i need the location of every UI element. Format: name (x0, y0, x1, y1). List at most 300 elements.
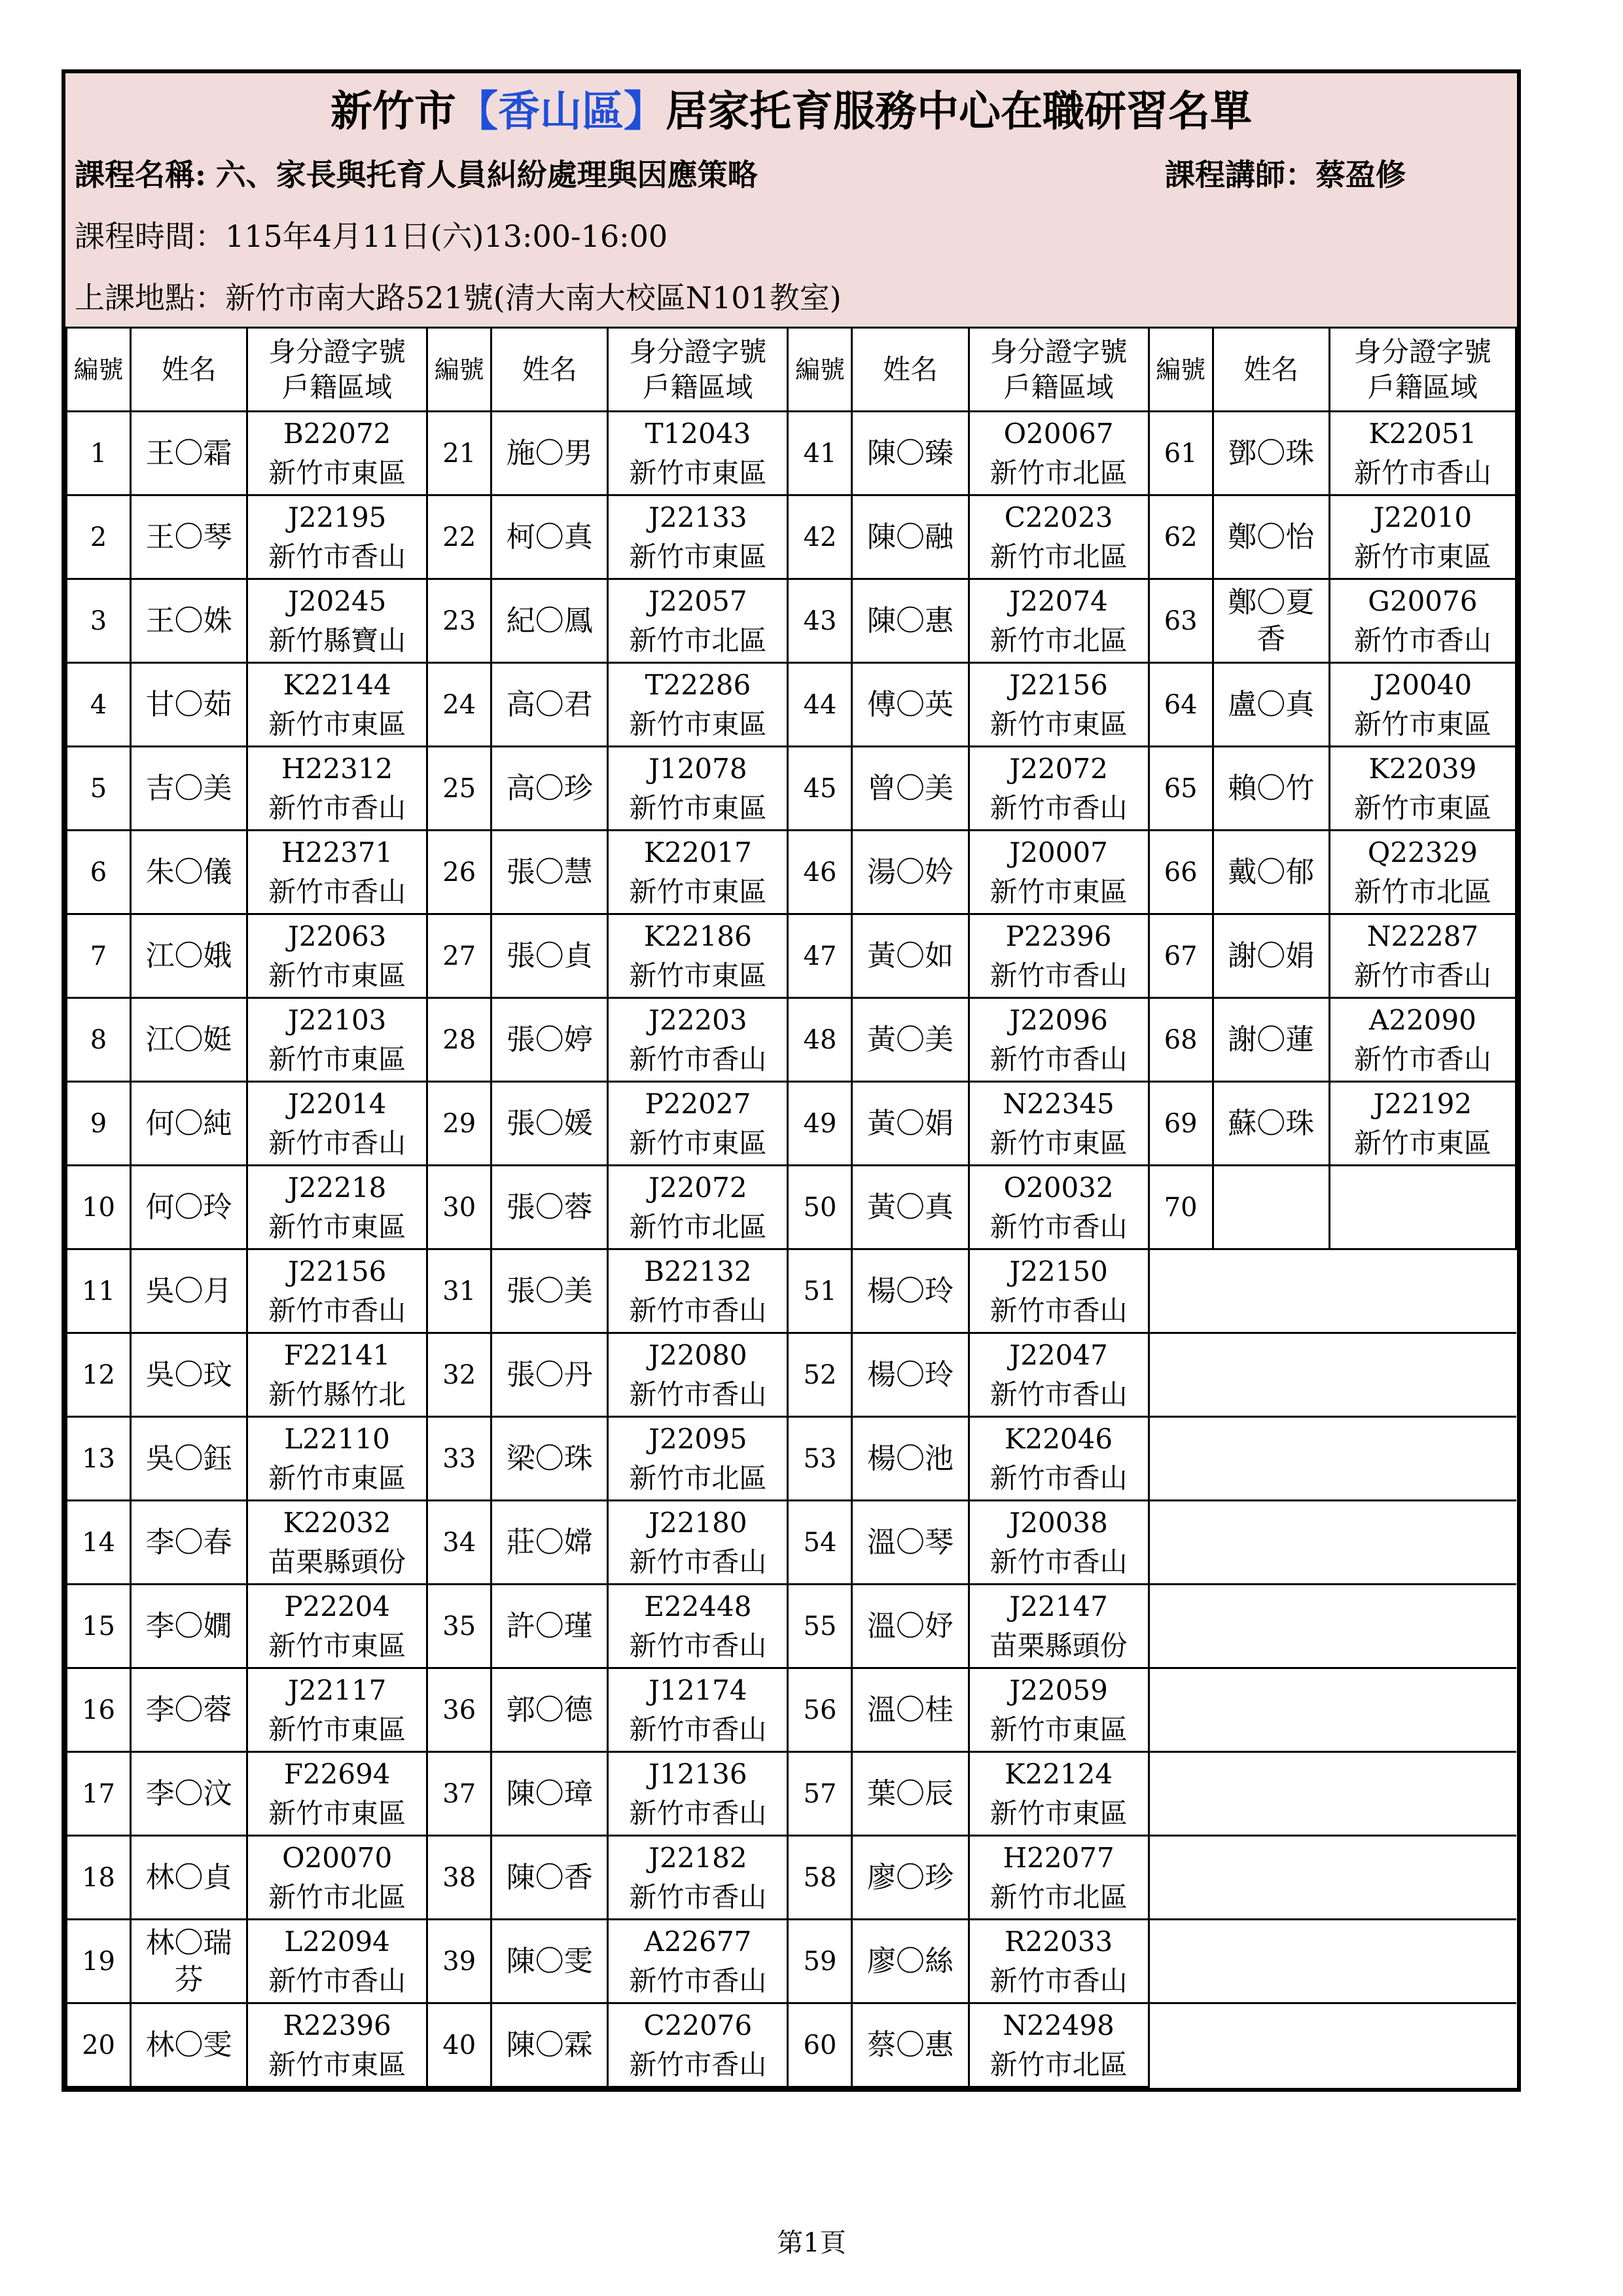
record-area: 新竹市東區 (268, 1462, 406, 1494)
record-area: 新竹市東區 (268, 1713, 406, 1746)
page-title (65, 73, 1517, 142)
record-name: 高〇君 (491, 663, 608, 747)
title-suffix: 居家托育服務中心在職研習名單 (666, 86, 1252, 136)
record-area: 新竹市北區 (268, 1880, 406, 1913)
record-id: T12043 (645, 417, 751, 450)
record-id-area (247, 747, 427, 831)
record-name: 黃〇美 (852, 998, 969, 1082)
record-name: 吳〇月 (131, 1249, 247, 1333)
record-area: 新竹市香山 (268, 875, 406, 908)
record-name: 江〇娥 (131, 914, 247, 998)
record-name: 廖〇絲 (852, 1920, 969, 2003)
record-id-area (608, 1668, 788, 1752)
record-id-area (247, 914, 427, 998)
record-area: 新竹市香山 (629, 1880, 767, 1913)
record-name: 溫〇桂 (852, 1668, 969, 1752)
record-name: 陳〇璋 (491, 1752, 608, 1836)
title-district: 【香山區】 (456, 86, 666, 136)
course-name: 六、家長與托育人員糾紛處理與因應策略 (215, 157, 758, 192)
record-area: 新竹市北區 (990, 2048, 1128, 2081)
record-number: 31 (427, 1249, 491, 1333)
record-name: 蘇〇珠 (1213, 1082, 1329, 1166)
record-number: 35 (427, 1585, 491, 1668)
course-name-label: 課程名稱: (75, 157, 206, 192)
course-row (65, 142, 1517, 204)
table-row (67, 1585, 1516, 1668)
empty-cell (1149, 1668, 1516, 1752)
record-id: Q22329 (1367, 836, 1478, 869)
record-id-area (608, 1333, 788, 1417)
record-id-area (1329, 495, 1516, 579)
column-header-id (608, 328, 788, 412)
record-number: 25 (427, 747, 491, 831)
record-id: T22286 (645, 668, 751, 701)
record-area: 新竹市北區 (990, 624, 1128, 656)
empty-cell (1149, 1920, 1516, 2003)
record-id-area (1329, 998, 1516, 1082)
record-id-area (608, 831, 788, 914)
record-id: J22103 (287, 1003, 387, 1036)
column-header-id-line1: 身分證字號 (990, 335, 1128, 368)
record-name: 溫〇妤 (852, 1585, 969, 1668)
record-number: 62 (1149, 495, 1213, 579)
table-row (67, 914, 1516, 998)
record-name: 蔡〇惠 (852, 2003, 969, 2087)
record-id: C22076 (643, 2009, 753, 2041)
record-id-area (247, 1920, 427, 2003)
record-number: 4 (67, 663, 131, 747)
record-id-area (608, 579, 788, 663)
record-id-area (608, 1920, 788, 2003)
record-area: 新竹市東區 (1353, 791, 1491, 824)
record-id: J22010 (1373, 501, 1472, 533)
column-header-id (247, 328, 427, 412)
record-name: 謝〇娟 (1213, 914, 1329, 998)
record-id-area (247, 1668, 427, 1752)
column-header-name: 姓名 (1213, 328, 1329, 412)
record-id: F22141 (283, 1338, 391, 1371)
record-number: 24 (427, 663, 491, 747)
record-area: 新竹市北區 (990, 456, 1128, 489)
record-id: B22132 (644, 1255, 752, 1287)
table-row (67, 1668, 1516, 1752)
record-area: 新竹市東區 (268, 708, 406, 740)
record-number: 43 (788, 579, 852, 663)
record-name: 李〇汶 (131, 1752, 247, 1836)
record-area: 新竹市東區 (629, 456, 767, 489)
record-name: 廖〇珍 (852, 1836, 969, 1920)
record-area: 新竹市香山 (629, 1545, 767, 1578)
record-id-area (247, 1836, 427, 1920)
record-name: 張〇蓉 (491, 1166, 608, 1249)
column-header-name: 姓名 (131, 328, 247, 412)
record-name: 柯〇真 (491, 495, 608, 579)
record-area: 新竹市東區 (1353, 540, 1491, 573)
table-header-row (67, 328, 1516, 412)
record-number: 10 (67, 1166, 131, 1249)
record-name: 李〇春 (131, 1501, 247, 1585)
record-number: 28 (427, 998, 491, 1082)
record-name: 鄭〇夏香 (1213, 579, 1329, 663)
record-id: J22063 (287, 920, 387, 952)
record-name: 李〇蓉 (131, 1668, 247, 1752)
record-name: 戴〇郁 (1213, 831, 1329, 914)
record-name: 江〇娗 (131, 998, 247, 1082)
record-number: 45 (788, 747, 852, 831)
record-id: P22204 (284, 1590, 391, 1623)
record-name: 曾〇美 (852, 747, 969, 831)
record-area: 新竹市香山 (1353, 456, 1491, 489)
record-number: 8 (67, 998, 131, 1082)
record-id-area (969, 1668, 1149, 1752)
record-number: 14 (67, 1501, 131, 1585)
header-block (65, 73, 1517, 327)
record-number: 38 (427, 1836, 491, 1920)
course-place: 新竹市南大路521號(清大南大校區N101教室) (225, 280, 842, 315)
record-id: K22144 (283, 668, 391, 701)
record-number: 63 (1149, 579, 1213, 663)
record-number: 32 (427, 1333, 491, 1417)
record-id: J22192 (1373, 1087, 1472, 1120)
record-id-area (247, 1249, 427, 1333)
record-name: 陳〇雯 (491, 1920, 608, 2003)
record-id: J22156 (287, 1255, 387, 1287)
record-name: 張〇貞 (491, 914, 608, 998)
record-id-area (1329, 1166, 1516, 1249)
record-id-area (608, 914, 788, 998)
record-name: 楊〇玲 (852, 1333, 969, 1417)
record-id: K22017 (643, 836, 752, 869)
record-name: 朱〇儀 (131, 831, 247, 914)
record-id-area (608, 663, 788, 747)
table-row (67, 1249, 1516, 1333)
record-id-area (969, 1585, 1149, 1668)
record-area: 新竹市東區 (268, 1210, 406, 1243)
record-number: 70 (1149, 1166, 1213, 1249)
table-body (67, 412, 1516, 2087)
record-number: 51 (788, 1249, 852, 1333)
empty-cell (1149, 1249, 1516, 1333)
record-name: 黃〇如 (852, 914, 969, 998)
record-id-area (969, 998, 1149, 1082)
record-id: H22312 (281, 752, 393, 785)
column-header-no: 編號 (427, 328, 491, 412)
record-id: K22186 (643, 920, 752, 952)
empty-cell (1149, 2003, 1516, 2087)
record-id-area (969, 914, 1149, 998)
record-number: 46 (788, 831, 852, 914)
record-area: 新竹市香山 (268, 791, 406, 824)
record-area: 新竹市香山 (990, 1964, 1128, 1997)
record-number: 5 (67, 747, 131, 831)
record-area: 新竹市香山 (629, 1629, 767, 1662)
record-name: 陳〇香 (491, 1836, 608, 1920)
record-id: E22448 (644, 1590, 752, 1623)
record-name: 傅〇英 (852, 663, 969, 747)
record-area: 新竹市北區 (1353, 875, 1491, 908)
empty-cell (1149, 1417, 1516, 1501)
record-number: 11 (67, 1249, 131, 1333)
record-id: O20070 (282, 1841, 393, 1874)
record-number: 20 (67, 2003, 131, 2087)
record-id: J22180 (649, 1506, 747, 1539)
record-area: 新竹市香山 (629, 1043, 767, 1075)
column-header-id-line2: 戶籍區域 (282, 370, 393, 403)
record-name: 葉〇辰 (852, 1752, 969, 1836)
record-name: 郭〇德 (491, 1668, 608, 1752)
record-name: 謝〇蓮 (1213, 998, 1329, 1082)
record-number: 52 (788, 1333, 852, 1417)
record-area: 新竹市東區 (268, 1043, 406, 1075)
column-header-id-line1: 身分證字號 (629, 335, 767, 368)
record-name: 吳〇玟 (131, 1333, 247, 1417)
record-id-area (1329, 1082, 1516, 1166)
table-row (67, 1836, 1516, 1920)
record-number: 41 (788, 412, 852, 495)
record-id-area (247, 998, 427, 1082)
record-number: 54 (788, 1501, 852, 1585)
record-id-area (247, 1082, 427, 1166)
record-name: 王〇霜 (131, 412, 247, 495)
record-id: K22032 (283, 1506, 391, 1539)
record-id-area (1329, 412, 1516, 495)
record-id: J20245 (287, 584, 387, 617)
record-number: 53 (788, 1417, 852, 1501)
column-header-no: 編號 (67, 328, 131, 412)
record-area: 新竹市東區 (990, 875, 1128, 908)
record-id-area (608, 1082, 788, 1166)
record-id: K22039 (1368, 752, 1477, 785)
table-row (67, 831, 1516, 914)
record-id: K22046 (1005, 1422, 1113, 1455)
record-number: 39 (427, 1920, 491, 2003)
table-row (67, 747, 1516, 831)
record-id: J12136 (649, 1757, 747, 1790)
record-name: 張〇婷 (491, 998, 608, 1082)
record-id-area (969, 747, 1149, 831)
record-area: 新竹市東區 (268, 456, 406, 489)
record-number: 64 (1149, 663, 1213, 747)
title-prefix: 新竹市 (330, 86, 456, 136)
empty-cell (1149, 1333, 1516, 1417)
record-id-area (969, 1920, 1149, 2003)
record-id-area (247, 579, 427, 663)
record-id-area (969, 579, 1149, 663)
record-id-area (608, 1836, 788, 1920)
record-number: 59 (788, 1920, 852, 2003)
record-area: 新竹市香山 (990, 1378, 1128, 1410)
record-id: J22117 (287, 1674, 387, 1706)
record-area: 新竹縣竹北 (268, 1378, 406, 1410)
record-id-area (969, 1082, 1149, 1166)
record-area: 新竹市香山 (268, 1964, 406, 1997)
table-row (67, 663, 1516, 747)
record-name: 鄧〇珠 (1213, 412, 1329, 495)
record-id: J22156 (1009, 668, 1108, 701)
record-name: 林〇貞 (131, 1836, 247, 1920)
record-id-area (969, 412, 1149, 495)
empty-cell (1149, 1752, 1516, 1836)
record-number: 1 (67, 412, 131, 495)
record-name: 梁〇珠 (491, 1417, 608, 1501)
record-id: N22498 (1003, 2009, 1115, 2041)
record-id-area (1329, 914, 1516, 998)
record-number: 60 (788, 2003, 852, 2087)
record-name: 張〇美 (491, 1249, 608, 1333)
page-number: 第1頁 (777, 2228, 846, 2258)
column-header-id (1329, 328, 1516, 412)
record-id-area (969, 1166, 1149, 1249)
table-row (67, 1082, 1516, 1166)
record-name: 甘〇茹 (131, 663, 247, 747)
record-id-area (969, 495, 1149, 579)
record-number: 66 (1149, 831, 1213, 914)
record-area: 新竹市香山 (268, 540, 406, 573)
record-id-area (247, 412, 427, 495)
record-id: J22133 (649, 501, 747, 533)
record-area: 新竹市香山 (1353, 1043, 1491, 1075)
table-row (67, 412, 1516, 495)
record-id: F22694 (283, 1757, 391, 1790)
record-area: 新竹市北區 (629, 1462, 767, 1494)
record-id: R22033 (1004, 1925, 1113, 1958)
record-area: 新竹市東區 (990, 1797, 1128, 1829)
record-id: B22072 (283, 417, 391, 450)
record-name (1213, 1166, 1329, 1249)
record-name: 莊〇嫦 (491, 1501, 608, 1585)
record-area: 新竹市北區 (990, 540, 1128, 573)
record-area: 新竹市東區 (629, 791, 767, 824)
record-id: L22110 (284, 1422, 390, 1455)
column-header-id-line2: 戶籍區域 (643, 370, 753, 403)
record-area: 新竹市香山 (268, 1294, 406, 1327)
record-number: 49 (788, 1082, 852, 1166)
record-id: G20076 (1368, 584, 1478, 617)
time-row (65, 204, 1517, 265)
record-number: 67 (1149, 914, 1213, 998)
record-number: 13 (67, 1417, 131, 1501)
record-number: 47 (788, 914, 852, 998)
record-id: J22150 (1009, 1255, 1108, 1287)
record-number: 29 (427, 1082, 491, 1166)
record-number: 3 (67, 579, 131, 663)
record-name: 高〇珍 (491, 747, 608, 831)
record-id-area (608, 495, 788, 579)
record-id-area (608, 1501, 788, 1585)
record-id: J20038 (1009, 1506, 1108, 1539)
record-area: 新竹市東區 (990, 1126, 1128, 1159)
record-number: 15 (67, 1585, 131, 1668)
record-id-area (969, 831, 1149, 914)
record-id-area (608, 1249, 788, 1333)
roster-sheet (62, 69, 1521, 2092)
record-id-area (608, 747, 788, 831)
record-number: 19 (67, 1920, 131, 2003)
record-area: 新竹市東區 (629, 959, 767, 992)
record-number: 21 (427, 412, 491, 495)
course-time: 115年4月11日(六)13:00-16:00 (225, 219, 668, 254)
record-name: 何〇玲 (131, 1166, 247, 1249)
record-id: K22051 (1368, 417, 1477, 450)
record-id-area (247, 663, 427, 747)
record-number: 50 (788, 1166, 852, 1249)
instructor-label: 課程講師： (1165, 157, 1315, 192)
record-id: J22080 (649, 1338, 747, 1371)
record-name: 紀〇鳳 (491, 579, 608, 663)
record-number: 23 (427, 579, 491, 663)
record-area: 新竹市東區 (268, 959, 406, 992)
record-id-area (608, 1585, 788, 1668)
record-name: 鄭〇怡 (1213, 495, 1329, 579)
empty-cell (1149, 1836, 1516, 1920)
record-number: 22 (427, 495, 491, 579)
record-id-area (247, 1333, 427, 1417)
record-id-area (247, 1166, 427, 1249)
record-name: 張〇丹 (491, 1333, 608, 1417)
record-id: J22195 (287, 501, 387, 533)
record-number: 17 (67, 1752, 131, 1836)
record-id-area (608, 1752, 788, 1836)
empty-cell (1149, 1585, 1516, 1668)
record-number: 6 (67, 831, 131, 914)
record-number: 36 (427, 1668, 491, 1752)
record-name: 陳〇霖 (491, 2003, 608, 2087)
record-id: N22287 (1366, 920, 1479, 952)
instructor-block (1165, 151, 1406, 194)
record-number: 58 (788, 1836, 852, 1920)
record-id-area (1329, 831, 1516, 914)
record-id: H22371 (281, 836, 393, 869)
record-id-area (608, 1417, 788, 1501)
record-id: P22396 (1005, 920, 1112, 952)
record-area: 新竹市東區 (990, 1713, 1128, 1746)
record-area: 新竹市香山 (990, 1043, 1128, 1075)
record-number: 18 (67, 1836, 131, 1920)
record-area: 新竹市東區 (990, 708, 1128, 740)
record-id: C22023 (1004, 501, 1113, 533)
table-row (67, 1333, 1516, 1417)
record-id: J22182 (649, 1841, 747, 1874)
record-area: 新竹市北區 (629, 1210, 767, 1243)
empty-cell (1149, 1501, 1516, 1585)
record-name: 湯〇妗 (852, 831, 969, 914)
record-number: 56 (788, 1668, 852, 1752)
record-area: 新竹市香山 (990, 1210, 1128, 1243)
record-number: 27 (427, 914, 491, 998)
table-row (67, 1501, 1516, 1585)
record-number: 44 (788, 663, 852, 747)
record-name: 王〇姝 (131, 579, 247, 663)
record-number: 34 (427, 1501, 491, 1585)
record-id: J22047 (1009, 1338, 1108, 1371)
record-number: 65 (1149, 747, 1213, 831)
table-row (67, 579, 1516, 663)
record-id-area (969, 1249, 1149, 1333)
instructor-name: 蔡盈修 (1315, 157, 1406, 192)
roster-table (65, 327, 1517, 2088)
record-id-area (969, 1836, 1149, 1920)
record-id-area (1329, 579, 1516, 663)
record-area: 新竹市香山 (629, 1378, 767, 1410)
record-id: K22124 (1005, 1757, 1113, 1790)
record-area: 新竹市東區 (268, 1797, 406, 1829)
record-name: 林〇雯 (131, 2003, 247, 2087)
record-area: 新竹市東區 (1353, 1126, 1491, 1159)
record-id: J22147 (1009, 1590, 1108, 1623)
record-id: J22059 (1009, 1674, 1108, 1706)
column-header-id-line1: 身分證字號 (1353, 335, 1491, 368)
record-area: 新竹市香山 (990, 1294, 1128, 1327)
